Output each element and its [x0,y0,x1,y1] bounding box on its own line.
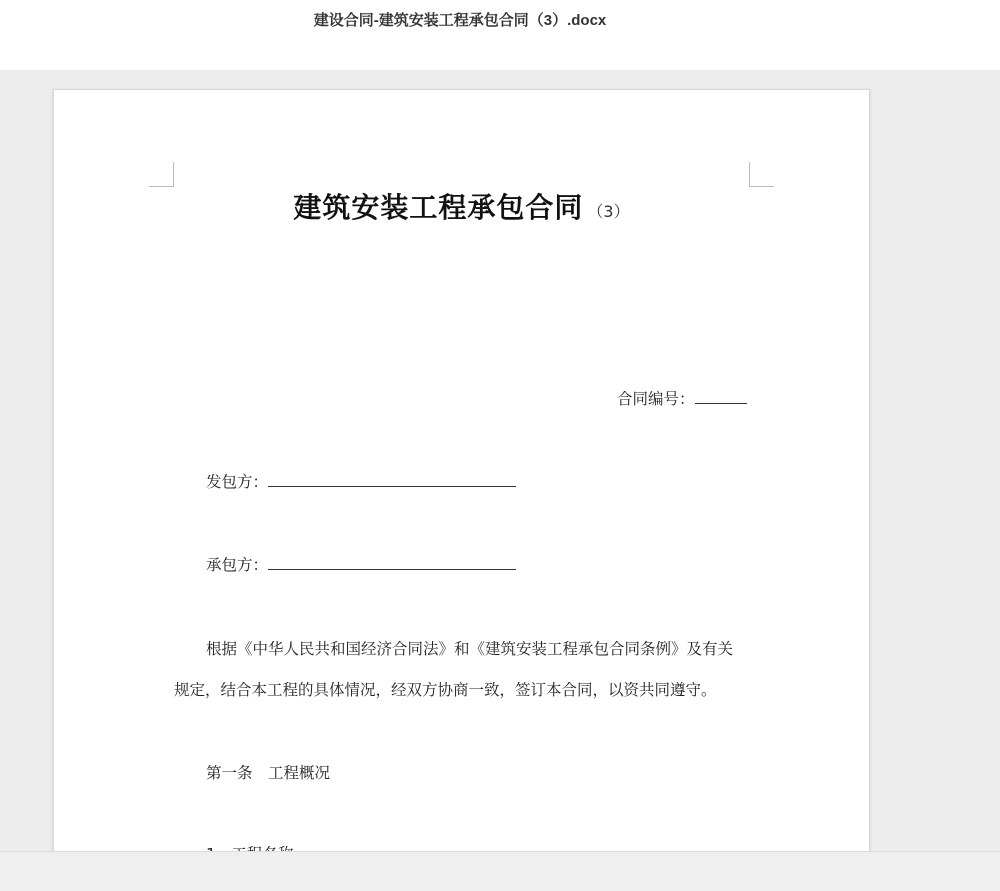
main-title: 建筑安装工程承包合同 [293,191,584,224]
contract-number-line [617,387,747,409]
preamble-line-2: 规定，结合本工程的具体情况，经双方协商一致，签订本合同，以资共同遵守。 [174,681,717,699]
title-bar [0,0,1000,70]
bottom-bar [0,851,1000,891]
document-heading [54,186,869,226]
employer-line [206,470,516,492]
contract-number-label: 合同编号： [617,390,695,408]
article-one-heading: 第一条 工程概况 [206,764,331,782]
contract-number-blank [695,389,747,404]
margin-corner-top-left [149,162,174,187]
employer-label: 发包方： [206,473,269,491]
contractor-blank [268,555,516,570]
employer-blank [268,472,516,487]
document-filename: 建设合同-建筑安装工程承包合同（3）.docx [313,12,607,29]
margin-corner-top-right [749,162,774,187]
title-suffix: （3） [587,202,630,221]
preamble-line-1: 根据《中华人民共和国经济合同法》和《建筑安装工程承包合同条例》及有关 [206,640,734,658]
contractor-label: 承包方： [206,556,269,574]
document-page[interactable] [53,89,870,891]
contractor-line [206,553,516,575]
